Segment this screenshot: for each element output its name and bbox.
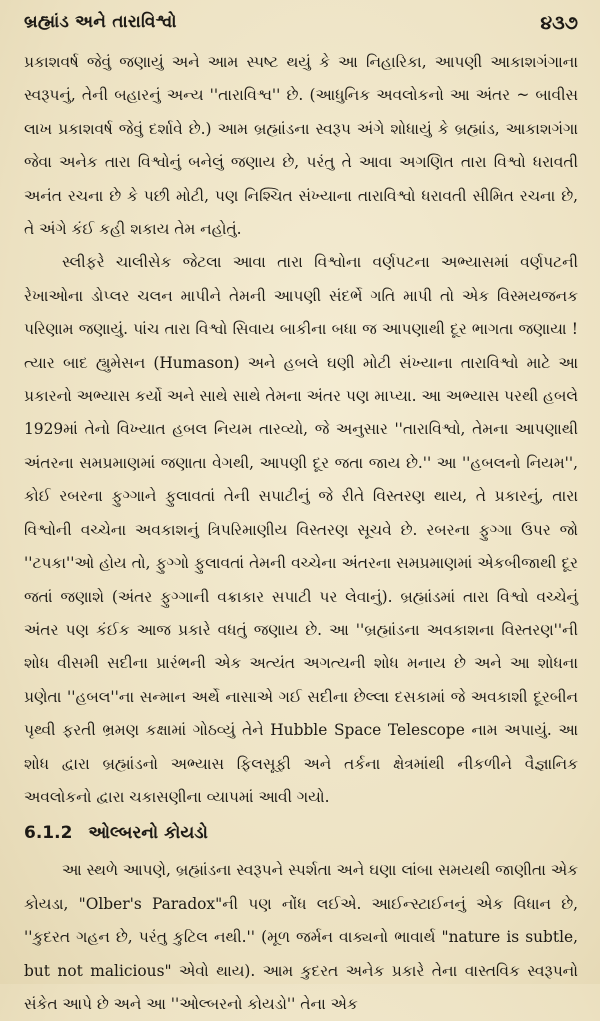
section-heading	[24, 816, 578, 850]
section-title: ઓલ્બરનો કોયડો	[88, 823, 208, 844]
page-number: ૪૩૭	[540, 12, 578, 34]
paragraph-olbers-paradox: આ સ્થળે આપણે, બ્રહ્માંડના સ્વરૂપને સ્પર્શતા અને ઘણા લાંબા સમયથી જાણીતા એક કોયડા, "Olber's Paradox"ની પણ નોંધ લઈએ. આઈન્સ્ટાઈનનું એક વિધાન છે, ''કુદરત ગહન છે, પરંતુ કુટિલ નથી.'' (મૂળ જર્મન વાક્યનો ભાવાર્થ "nature is subtle, but not malicious" એવો થાય). આમ કુદરત અનેક પ્રકારે તેના વાસ્તવિક સ્વરૂપનો સંકેત આપે છે અને આ ''ઓલ્બરનો કોયડો'' તેના એક	[24, 861, 578, 1013]
paragraph-continuation: પ્રકાશવર્ષ જેવું જણાયું અને આમ સ્પષ્ટ થયું કે આ નિહારિકા, આપણી આકાશગંગાના સ્વરૂપનું, તેની બહારનું અન્ય ''તારાવિશ્વ'' છે. (આધુનિક અવલોકનો આ અંતર ~ બાવીસ લાખ પ્રકાશવર્ષ જેવું દર્શાવે છે.) આમ બ્રહ્માંડના સ્વરૂપ અંગે શોધાયું કે બ્રહ્માંડ, આકાશગંગા જેવા અનેક તારા વિશ્વોનું બનેલું જણાય છે, પરંતુ તે આવા અગણિત તારા વિશ્વો ધરાવતી અનંત રચના છે કે પછી મોટી, પણ નિશ્ચિત સંખ્યાના તારાવિશ્વો ધરાવતી સીમિત રચના છે, તે અંગે કંઈ કહી શકાય તેમ નહોતું.	[24, 53, 578, 239]
section-number: 6.1.2	[24, 823, 73, 844]
running-title: બ્રહ્માંડ અને તારાવિશ્વો	[24, 12, 177, 32]
paragraph-hubble-law: સ્લીફરે ચાલીસેક જેટલા આવા તારા વિશ્વોના વર્ણપટના અભ્યાસમાં વર્ણપટની રેખાઓના ડોપ્લર ચલન માપીને તેમની આપણી સંદર્ભે ગતિ માપી તો એક વિસ્મયજનક પરિણામ જણાયું. પાંચ તારા વિશ્વો સિવાય બાકીના બધા જ આપણાથી દૂર ભાગતા જણાયા ! ત્યાર બાદ હ્યુમેસન (Humason) અને હબલે ઘણી મોટી સંખ્યાના તારાવિશ્વો માટે આ પ્રકારનો અભ્યાસ કર્યો અને સાથે સાથે તેમના અંતર પણ માપ્યા. આ અભ્યાસ પરથી હબલે 1929માં તેનો વિખ્યાત હબલ નિયમ તારવ્યો, જે અનુસાર ''તારાવિશ્વો, તેમના આપણાથી અંતરના સમપ્રમાણમાં જણાતા વેગથી, આપણી દૂર જતા જાય છે.'' આ ''હબલનો નિયમ'', કોઈ રબરના ફુગ્ગાને ફુલાવતાં તેની સપાટીનું જે રીતે વિસ્તરણ થાય, તે પ્રકારનું, તારા વિશ્વોની વચ્ચેના અવકાશનું ત્રિપરિમાણીય વિસ્તરણ સૂચવે છે. રબરના ફુગ્ગા ઉપર જો ''ટપકા''ઓ હોય તો, ફુગ્ગો ફુલાવતાં તેમની વચ્ચેના અંતરના સમપ્રમાણમાં એકબીજાથી દૂર જતાં જણાશે (અંતર ફુગ્ગાની વક્રાકાર સપાટી પર લેવાનું). બ્રહ્માંડમાં તારા વિશ્વો વચ્ચેનું અંતર પણ કંઈક આજ પ્રકારે વધતું જણાય છે. આ ''બ્રહ્માંડના અવકાશના વિસ્તરણ''ની શોધ વીસમી સદીના પ્રારંભની એક અત્યંત અગત્યની શોધ મનાય છે અને આ શોધના પ્રણેતા ''હબલ''ના સન્માન અર્થે નાસાએ ગઈ સદીના છેલ્લા દસકામાં જે અવકાશી દૂરબીન પૃથ્વી ફરતી ભ્રમણ કક્ષામાં ગોઠવ્યું તેને Hubble Space Telescope નામ અપાયું. આ શોધ દ્વારા બ્રહ્માંડનો અભ્યાસ ફિલસૂફી અને તર્કના ક્ષેત્રમાંથી નીકળીને વૈજ્ઞાનિક અવલોકનો દ્વારા ચકાસણીના વ્યાપમાં આવી ગયો.	[24, 253, 578, 806]
body-text	[24, 46, 578, 1021]
running-header	[24, 12, 578, 48]
